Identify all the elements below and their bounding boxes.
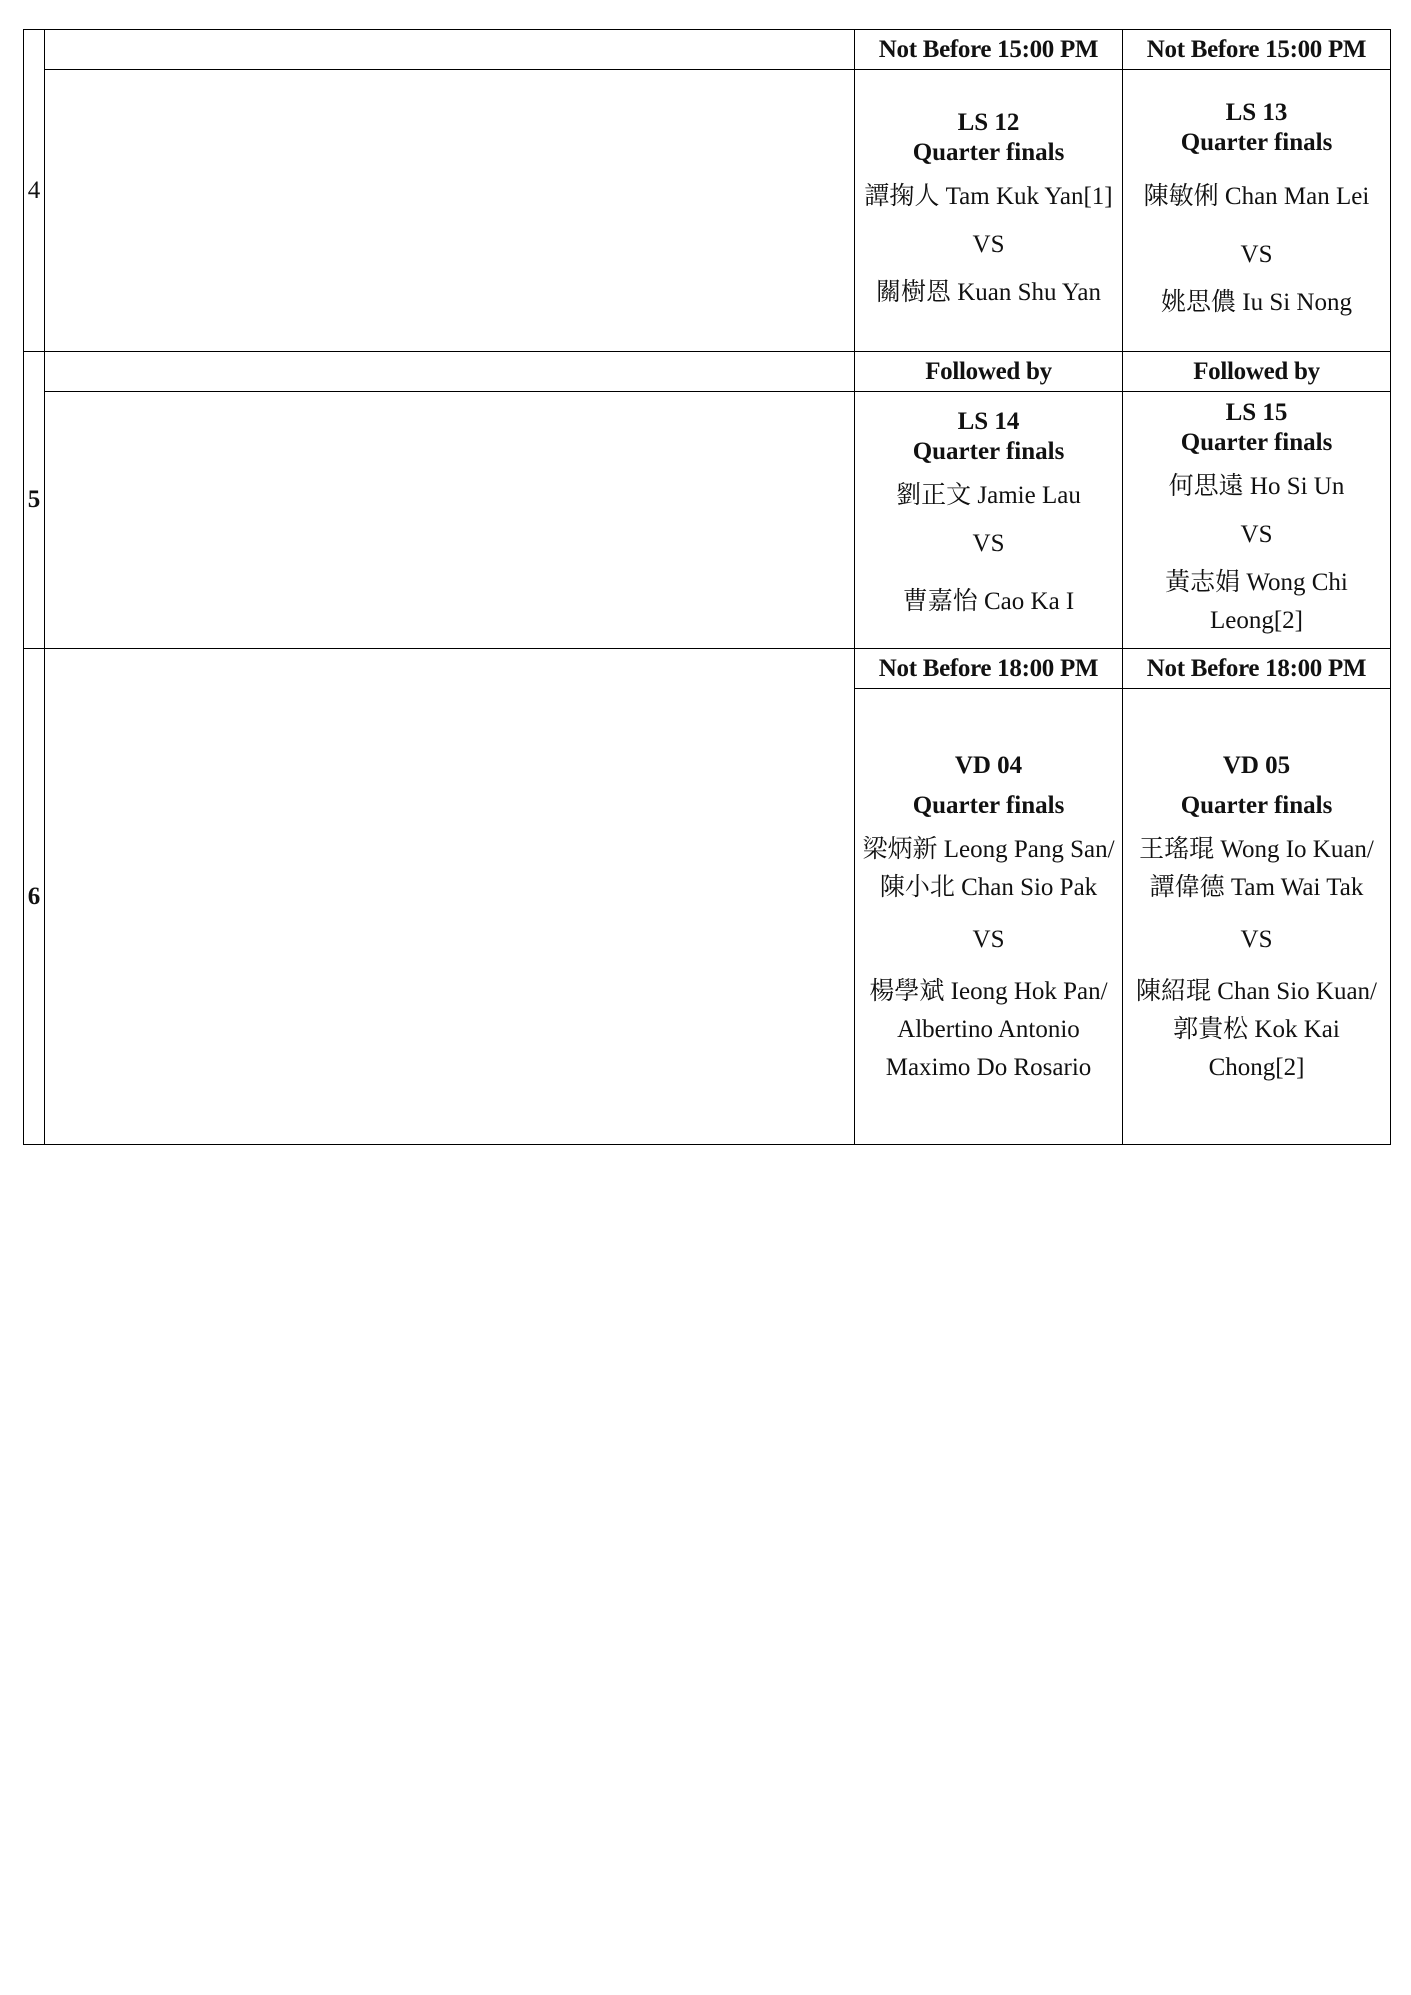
match-cell: [1123, 689, 1391, 1145]
player: 譚偉德 Tam Wai Tak: [1149, 873, 1364, 901]
player: 關樹恩 Kuan Shu Yan: [875, 278, 1102, 306]
time-header: Not Before 18:00 PM: [1123, 649, 1391, 689]
match-round: Quarter finals: [912, 138, 1065, 166]
blank-cell: [45, 70, 855, 352]
player: 何思遠 Ho Si Un: [1168, 473, 1345, 500]
vs-label: VS: [972, 230, 1005, 258]
player: 陳小北 Chan Sio Pak: [879, 873, 1098, 901]
row-number: 5: [24, 352, 45, 649]
row-5-header: [24, 352, 1391, 392]
blank-cell: [45, 649, 855, 1145]
player: 王瑤琨 Wong Io Kuan/: [1139, 835, 1374, 863]
match-cell: [1123, 70, 1391, 352]
match-round: Quarter finals: [1180, 791, 1333, 819]
row-5-matches: [24, 392, 1391, 649]
match-code: VD 05: [1222, 751, 1291, 779]
player: 郭貴松 Kok Kai Chong[2]: [1173, 1015, 1340, 1081]
player: 陳紹琨 Chan Sio Kuan/: [1136, 977, 1377, 1005]
player: Albertino Antonio Maximo Do Rosario: [885, 1015, 1092, 1081]
vs-label: VS: [1240, 240, 1273, 268]
player: 陳敏俐 Chan Man Lei: [1143, 182, 1370, 210]
time-header: Not Before 18:00 PM: [855, 649, 1123, 689]
blank-cell: [45, 392, 855, 649]
player: 劉正文 Jamie Lau: [896, 482, 1081, 509]
vs-label: VS: [972, 530, 1005, 557]
match-code: LS 14: [957, 408, 1020, 435]
row-6-header: [24, 649, 1391, 689]
match-round: Quarter finals: [1180, 128, 1333, 156]
vs-label: VS: [1240, 521, 1273, 548]
match-cell: [855, 689, 1123, 1145]
row-4-matches: [24, 70, 1391, 352]
match-code: VD 04: [954, 751, 1023, 779]
match-cell: [855, 392, 1123, 649]
match-round: Quarter finals: [912, 791, 1065, 819]
match-cell: [855, 70, 1123, 352]
time-header: Not Before 15:00 PM: [855, 30, 1123, 70]
player: 譚掬人 Tam Kuk Yan[1]: [864, 182, 1113, 210]
sequence-header: Followed by: [855, 352, 1123, 392]
row-4-header: [24, 30, 1391, 70]
blank-cell: [45, 30, 855, 70]
player: 曹嘉怡 Cao Ka I: [902, 588, 1075, 615]
match-round: Quarter finals: [1180, 429, 1333, 456]
sequence-header: Followed by: [1123, 352, 1391, 392]
row-number: 6: [24, 649, 45, 1145]
blank-cell: [45, 352, 855, 392]
match-cell: [1123, 392, 1391, 649]
vs-label: VS: [1240, 925, 1273, 953]
schedule-table: [23, 29, 1391, 1145]
match-code: LS 12: [957, 108, 1020, 136]
match-round: Quarter finals: [912, 438, 1065, 465]
player: 梁炳新 Leong Pang San/: [862, 835, 1115, 863]
player: 楊學斌 Ieong Hok Pan/: [869, 977, 1108, 1005]
player: 姚思儂 Iu Si Nong: [1161, 288, 1352, 316]
match-code: LS 13: [1225, 98, 1288, 126]
row-number: 4: [24, 30, 45, 352]
player: 黃志娟 Wong Chi Leong[2]: [1165, 569, 1348, 634]
time-header: Not Before 15:00 PM: [1123, 30, 1391, 70]
match-code: LS 15: [1225, 399, 1288, 426]
vs-label: VS: [972, 925, 1005, 953]
